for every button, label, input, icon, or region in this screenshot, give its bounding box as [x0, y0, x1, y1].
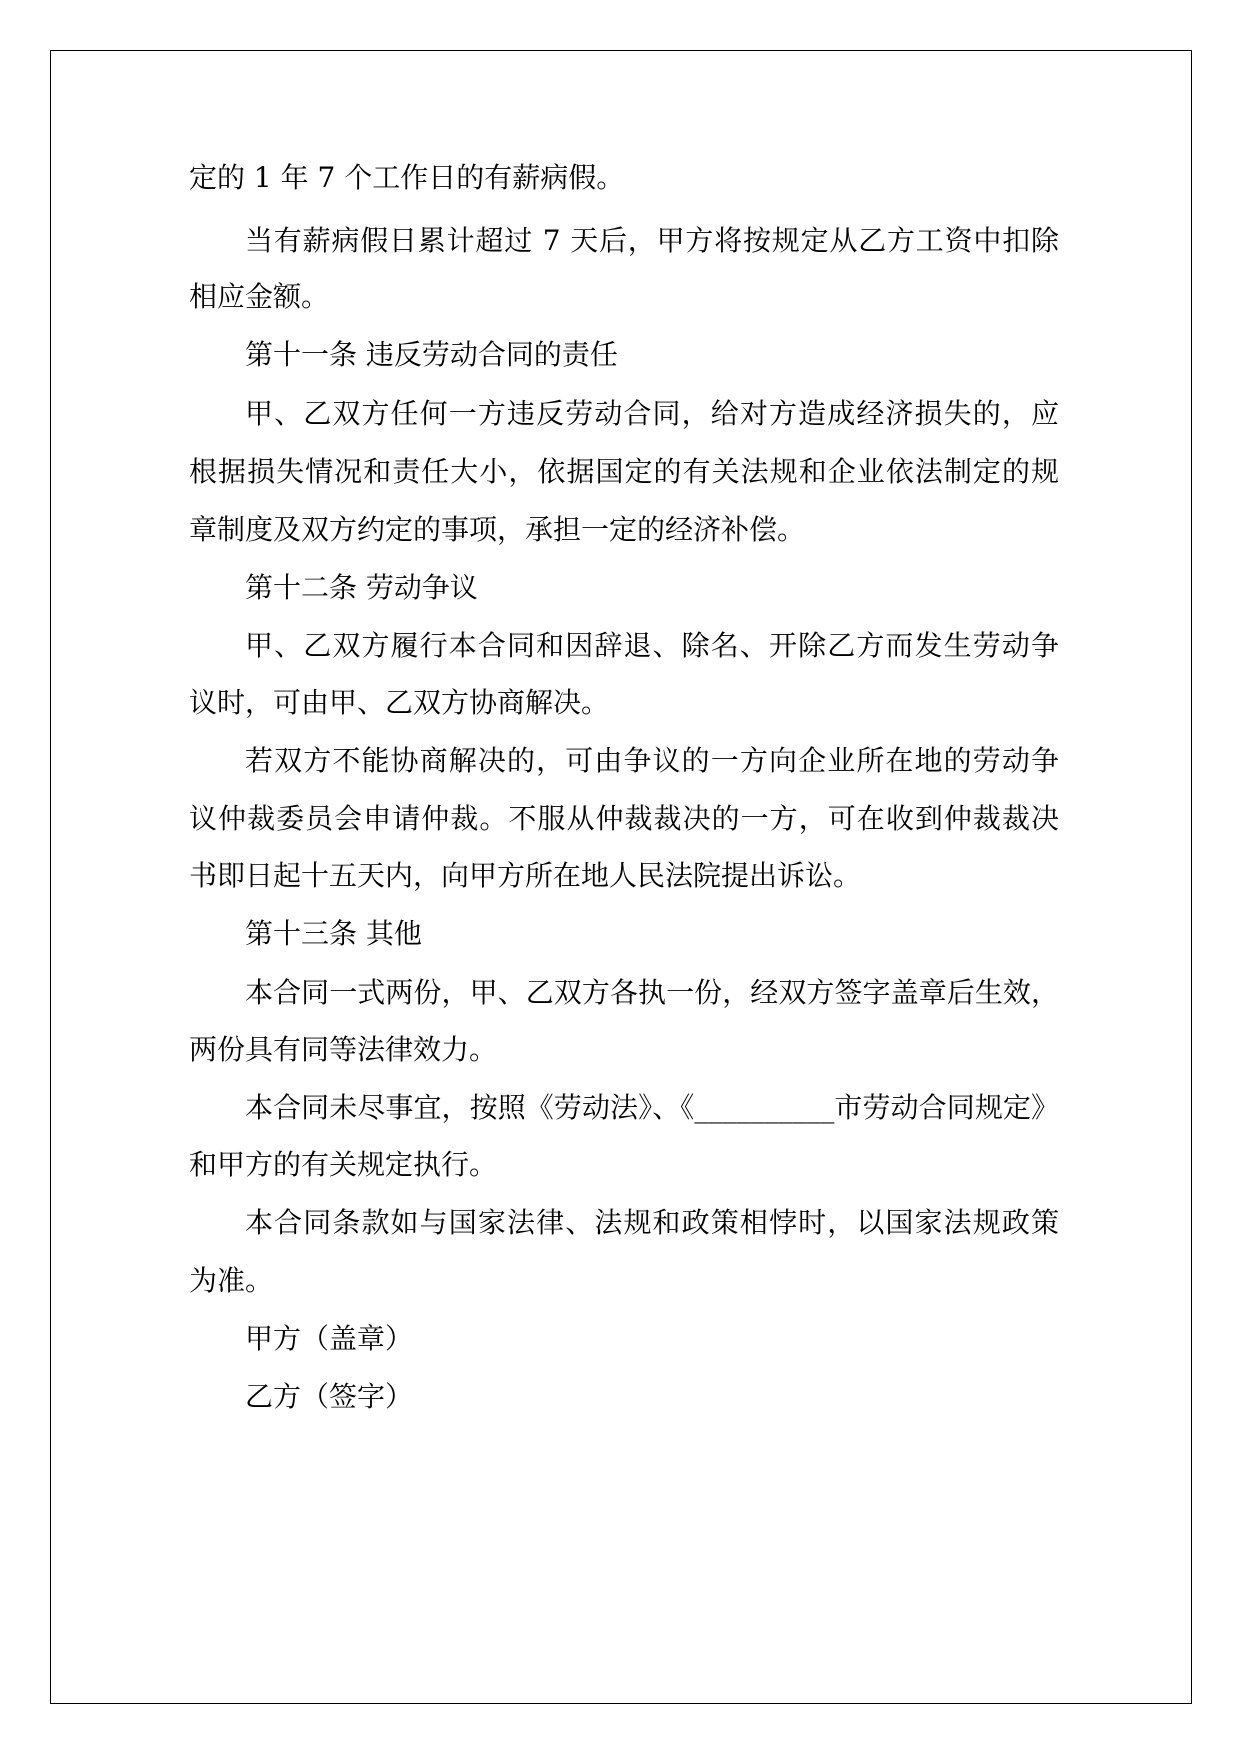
- section-heading: 第十二条 劳动争议: [245, 571, 478, 604]
- text-line: 当有薪病假日累计超过 7 天后，甲方将按规定从乙方工资中扣除: [245, 224, 1059, 257]
- text-line: 定的 1 年 7 个工作日的有薪病假。: [189, 161, 625, 194]
- text-line: 为准。: [189, 1264, 274, 1297]
- party-b-signature-label: 乙方（签字）: [245, 1380, 414, 1413]
- text-line: 议仲裁委员会申请仲裁。不服从仲裁裁决的一方，可在收到仲裁裁决: [189, 802, 1059, 835]
- text-line: 两份具有同等法律效力。: [189, 1033, 498, 1066]
- text-line: 甲、乙双方履行本合同和因辞退、除名、开除乙方而发生劳动争: [245, 629, 1059, 662]
- section-heading: 第十一条 违反劳动合同的责任: [245, 338, 618, 371]
- text-line: 若双方不能协商解决的，可由争议的一方向企业所在地的劳动争: [245, 744, 1059, 777]
- text-line: 议时，可由甲、乙双方协商解决。: [189, 686, 610, 719]
- party-a-seal-label: 甲方（盖章）: [245, 1322, 414, 1355]
- text-line: 本合同未尽事宜，按照《劳动法》、《__________市劳动合同规定》: [245, 1091, 1059, 1124]
- text-line: 章制度及双方约定的事项，承担一定的经济补偿。: [189, 513, 806, 546]
- text-line: 甲、乙双方任何一方违反劳动合同，给对方造成经济损失的，应: [245, 397, 1059, 430]
- text-line: 根据损失情况和责任大小，依据国定的有关法规和企业依法制定的规: [189, 455, 1059, 488]
- text-line: 本合同条款如与国家法律、法规和政策相悖时，以国家法规政策: [245, 1206, 1059, 1239]
- text-line: 相应金额。: [189, 280, 330, 313]
- text-line: 和甲方的有关规定执行。: [189, 1148, 498, 1181]
- section-heading: 第十三条 其他: [245, 917, 422, 950]
- text-line: 书即日起十五天内，向甲方所在地人民法院提出诉讼。: [189, 859, 862, 892]
- text-line: 本合同一式两份，甲、乙双方各执一份，经双方签字盖章后生效，: [245, 976, 1059, 1009]
